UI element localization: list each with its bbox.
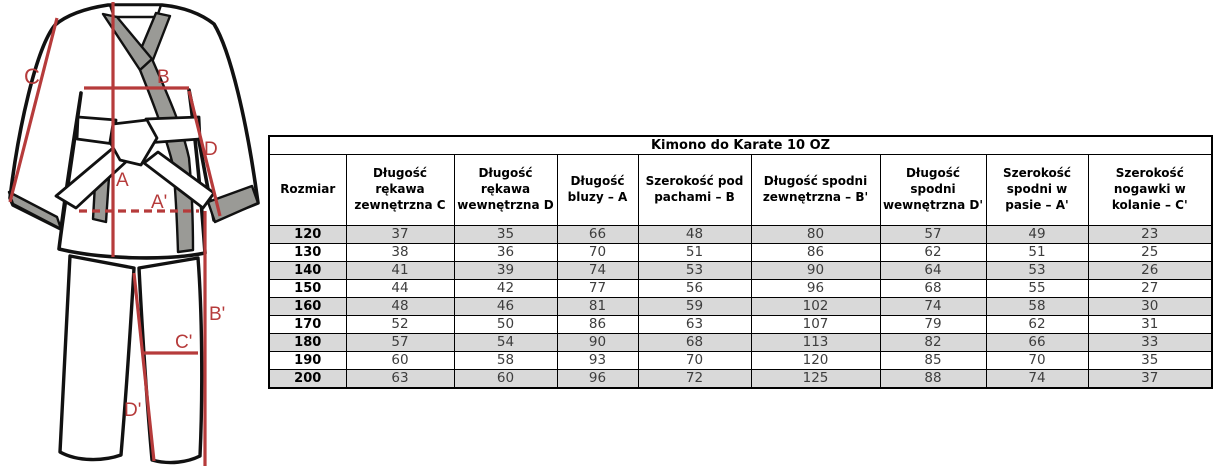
measurement-cell: 53 xyxy=(986,262,1088,280)
measurement-cell: 60 xyxy=(346,352,454,370)
measurement-cell: 81 xyxy=(557,298,638,316)
measurement-cell: 80 xyxy=(751,226,880,244)
measurement-cell: 72 xyxy=(638,370,751,388)
table-row xyxy=(269,262,1212,280)
column-header: Długość rękawa wewnętrzna D xyxy=(454,155,557,226)
measurement-cell: 90 xyxy=(557,334,638,352)
measurement-cell: 86 xyxy=(751,244,880,262)
table-row xyxy=(269,316,1212,334)
measurement-cell: 31 xyxy=(1088,316,1212,334)
measurement-cell: 70 xyxy=(986,352,1088,370)
measurement-cell: 35 xyxy=(454,226,557,244)
measurement-cell: 63 xyxy=(638,316,751,334)
measurement-cell: 96 xyxy=(751,280,880,298)
measurement-cell: 96 xyxy=(557,370,638,388)
measurement-cell: 35 xyxy=(1088,352,1212,370)
measurement-cell: 86 xyxy=(557,316,638,334)
label-inner-sleeve-d: D xyxy=(204,139,218,160)
table-row xyxy=(269,334,1212,352)
kimono-measurement-diagram xyxy=(0,0,270,471)
label-waist-width-a-prime: A' xyxy=(151,192,168,213)
header-row xyxy=(269,155,1212,226)
label-knee-width-c-prime: C' xyxy=(175,332,193,353)
label-outer-pants-b-prime: B' xyxy=(209,304,226,325)
size-cell: 150 xyxy=(269,280,346,298)
measurement-cell: 53 xyxy=(638,262,751,280)
measurement-cell: 37 xyxy=(1088,370,1212,388)
measurement-cell: 88 xyxy=(880,370,986,388)
column-header-rozmiar: Rozmiar xyxy=(269,155,346,226)
measurement-cell: 48 xyxy=(346,298,454,316)
measurement-cell: 42 xyxy=(454,280,557,298)
measurement-cell: 37 xyxy=(346,226,454,244)
table-row xyxy=(269,298,1212,316)
measurement-cell: 50 xyxy=(454,316,557,334)
measurement-cell: 26 xyxy=(1088,262,1212,280)
measurement-cell: 46 xyxy=(454,298,557,316)
measurement-cell: 56 xyxy=(638,280,751,298)
label-jacket-length-a: A xyxy=(116,170,129,191)
pants-left-leg xyxy=(60,256,134,460)
measurement-cell: 113 xyxy=(751,334,880,352)
column-header: Długość bluzy – A xyxy=(557,155,638,226)
measurement-cell: 68 xyxy=(880,280,986,298)
measurement-cell: 41 xyxy=(346,262,454,280)
size-cell: 170 xyxy=(269,316,346,334)
measurement-cell: 38 xyxy=(346,244,454,262)
table-row xyxy=(269,226,1212,244)
measurement-cell: 125 xyxy=(751,370,880,388)
measurement-cell: 57 xyxy=(346,334,454,352)
measurement-cell: 120 xyxy=(751,352,880,370)
measurement-cell: 48 xyxy=(638,226,751,244)
measurement-cell: 66 xyxy=(557,226,638,244)
measurement-cell: 68 xyxy=(638,334,751,352)
measurement-cell: 33 xyxy=(1088,334,1212,352)
measurement-cell: 74 xyxy=(986,370,1088,388)
measurement-cell: 62 xyxy=(986,316,1088,334)
measurement-cell: 63 xyxy=(346,370,454,388)
measurement-cell: 74 xyxy=(557,262,638,280)
column-header: Długość rękawa zewnętrzna C xyxy=(346,155,454,226)
column-header: Szerokość nogawki w kolanie – C' xyxy=(1088,155,1212,226)
measurement-cell: 54 xyxy=(454,334,557,352)
measurement-cell: 64 xyxy=(880,262,986,280)
table-row xyxy=(269,280,1212,298)
measurement-cell: 102 xyxy=(751,298,880,316)
measurement-cell: 77 xyxy=(557,280,638,298)
size-cell: 200 xyxy=(269,370,346,388)
measurement-cell: 85 xyxy=(880,352,986,370)
measurement-cell: 59 xyxy=(638,298,751,316)
column-header: Szerokość pod pachami – B xyxy=(638,155,751,226)
size-cell: 140 xyxy=(269,262,346,280)
measurement-cell: 93 xyxy=(557,352,638,370)
measurement-cell: 70 xyxy=(557,244,638,262)
measurement-cell: 23 xyxy=(1088,226,1212,244)
measurement-cell: 58 xyxy=(454,352,557,370)
measurement-cell: 74 xyxy=(880,298,986,316)
measurement-cell: 82 xyxy=(880,334,986,352)
pants-right-leg xyxy=(139,258,202,463)
measurement-cell: 44 xyxy=(346,280,454,298)
size-table xyxy=(268,135,1213,389)
measurement-cell: 30 xyxy=(1088,298,1212,316)
measurement-cell: 52 xyxy=(346,316,454,334)
size-cell: 190 xyxy=(269,352,346,370)
measurement-cell: 36 xyxy=(454,244,557,262)
pants-drawing xyxy=(60,256,202,463)
collar-back xyxy=(110,5,161,17)
table-body xyxy=(269,226,1212,388)
column-header: Długość spodni zewnętrzna – B' xyxy=(751,155,880,226)
label-inner-pants-d-prime: D' xyxy=(124,400,142,421)
table-row xyxy=(269,352,1212,370)
measurement-cell: 25 xyxy=(1088,244,1212,262)
measurement-cell: 79 xyxy=(880,316,986,334)
label-outer-sleeve-c: C xyxy=(24,64,40,89)
measurement-cell: 107 xyxy=(751,316,880,334)
measurement-cell: 55 xyxy=(986,280,1088,298)
measurement-cell: 60 xyxy=(454,370,557,388)
measurement-cell: 51 xyxy=(986,244,1088,262)
column-header: Długość spodni wewnętrzna D' xyxy=(880,155,986,226)
measurement-cell: 62 xyxy=(880,244,986,262)
measurement-cell: 66 xyxy=(986,334,1088,352)
label-chest-width-b: B xyxy=(157,67,170,88)
size-cell: 180 xyxy=(269,334,346,352)
measurement-cell: 90 xyxy=(751,262,880,280)
measurement-cell: 27 xyxy=(1088,280,1212,298)
measurement-cell: 70 xyxy=(638,352,751,370)
measurement-cell: 39 xyxy=(454,262,557,280)
size-cell: 130 xyxy=(269,244,346,262)
size-cell: 120 xyxy=(269,226,346,244)
measurement-cell: 58 xyxy=(986,298,1088,316)
column-header: Szerokość spodni w pasie – A' xyxy=(986,155,1088,226)
size-cell: 160 xyxy=(269,298,346,316)
title-row xyxy=(269,136,1212,155)
table-row xyxy=(269,244,1212,262)
measurement-cell: 57 xyxy=(880,226,986,244)
measurement-cell: 49 xyxy=(986,226,1088,244)
table-title: Kimono do Karate 10 OZ xyxy=(269,136,1212,155)
table-row xyxy=(269,370,1212,388)
measurement-cell: 51 xyxy=(638,244,751,262)
